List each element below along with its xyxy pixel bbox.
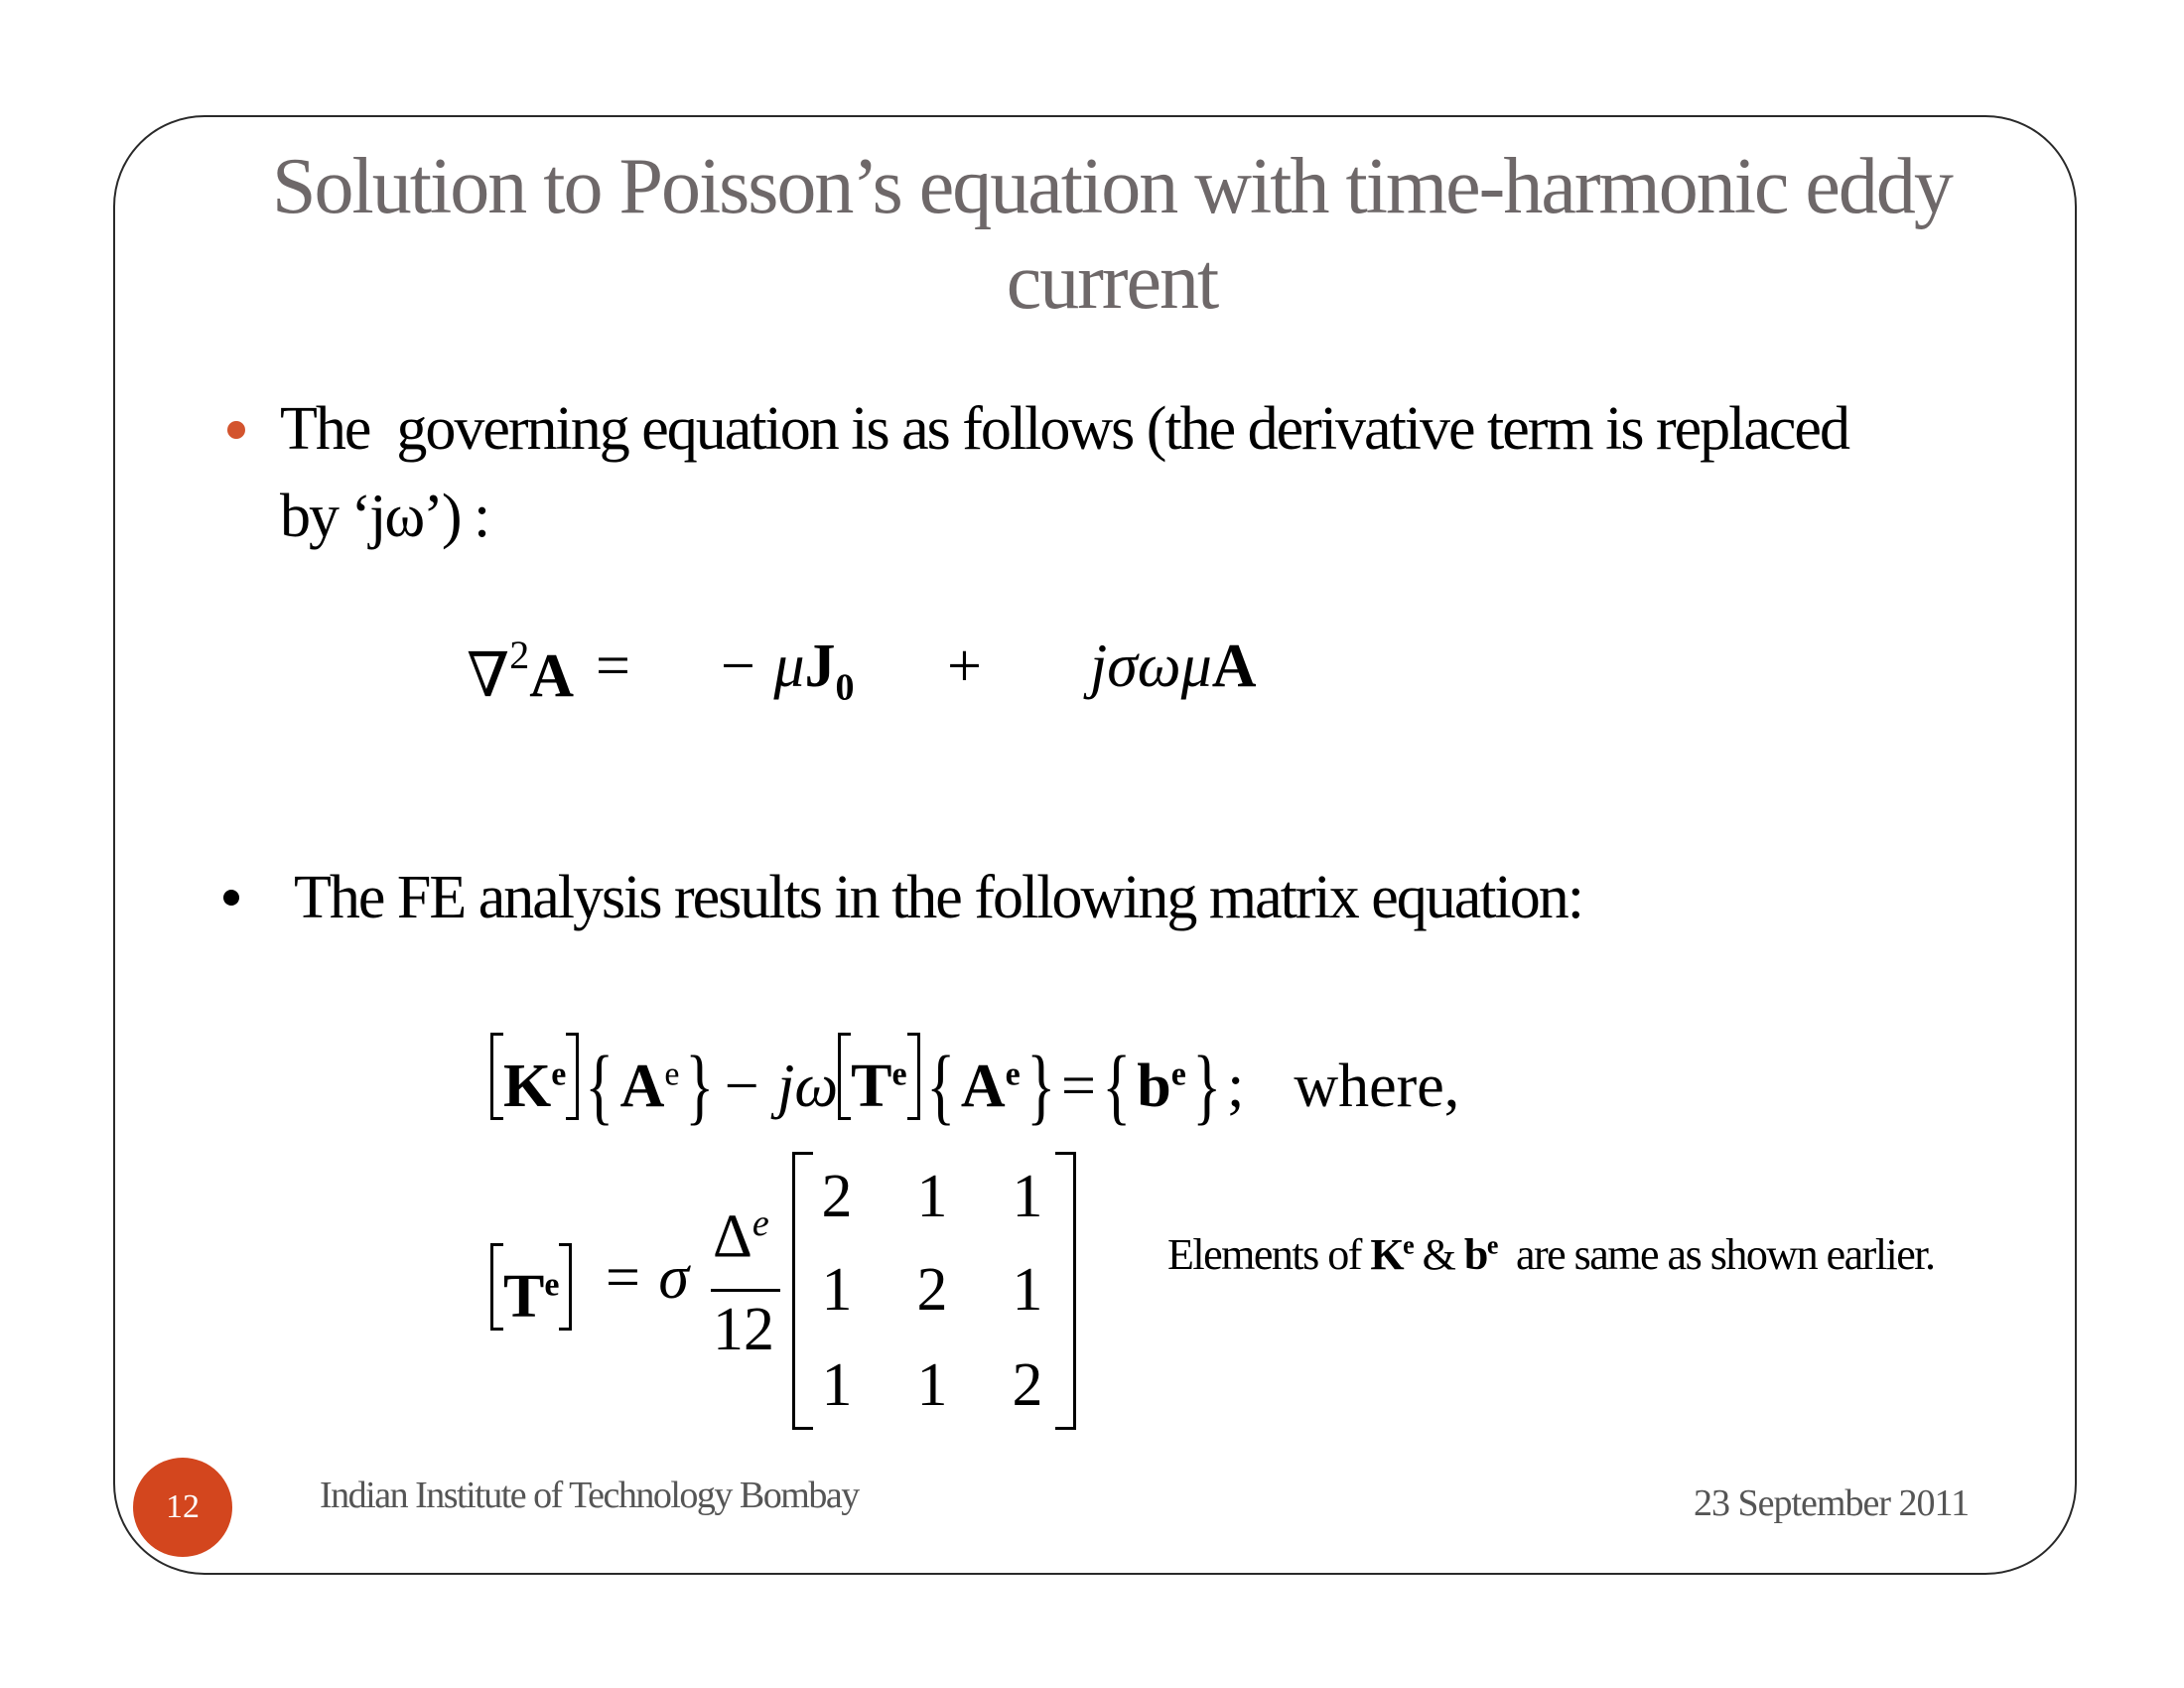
- matrix-equation: [490, 1033, 1460, 1133]
- bullet-marker-1: [227, 421, 245, 439]
- where-label: where,: [1294, 1053, 1460, 1120]
- bullet-1-line-1: The governing equation is as follows (the derivative term is replaced: [280, 395, 1848, 463]
- page-number-badge: 12: [133, 1458, 232, 1557]
- matrix-cell: 1: [1012, 1256, 1043, 1324]
- source-term: − $\mu J_0$: [717, 633, 855, 709]
- bullet-1-line-2: by ‘jω’) :: [280, 483, 489, 550]
- Te-lhs: $T^e$: [490, 1243, 572, 1333]
- equals-sign: =: [596, 633, 630, 700]
- bullet-2: The FE analysis results in the following matrix equation:: [294, 864, 1582, 931]
- equals-sigma: = σ: [602, 1244, 689, 1312]
- matrix-cell: 1: [1012, 1163, 1043, 1230]
- elements-note: Elements of $K^e$ & $b^e$ are same as shown earlier.: [1167, 1230, 1935, 1279]
- A-symbol: A: [960, 1053, 1006, 1120]
- T-symbol: T: [851, 1053, 892, 1120]
- footer-date: 23 September 2011: [1694, 1482, 1970, 1524]
- brace-left: {: [585, 1038, 614, 1133]
- matrix-cell: 1: [916, 1351, 948, 1419]
- bullet-marker-2: [223, 890, 239, 906]
- footer-institute: Indian Institute of Technology Bombay: [320, 1475, 859, 1516]
- brace-left: {: [1102, 1038, 1132, 1133]
- brace-right: }: [685, 1038, 715, 1133]
- superscript-e: e: [1005, 1055, 1021, 1093]
- semicolon: ;: [1227, 1053, 1245, 1120]
- matrix-cell: 2: [1012, 1351, 1043, 1419]
- b-symbol: b: [1137, 1053, 1171, 1120]
- fraction-denominator: 12: [713, 1296, 774, 1363]
- brace-right: }: [1192, 1038, 1221, 1133]
- eddy-term: jσωμA: [1090, 633, 1257, 700]
- K-symbol: K: [503, 1053, 552, 1120]
- matrix-cell: 2: [916, 1256, 948, 1324]
- bracket-left: [490, 1033, 503, 1120]
- matrix-cell: 1: [916, 1163, 948, 1230]
- T-matrix: [792, 1152, 1076, 1430]
- brace-left: {: [925, 1038, 955, 1133]
- fraction-bar: [711, 1289, 780, 1292]
- slide-frame: [113, 115, 2077, 1575]
- bracket-left: [838, 1033, 851, 1120]
- superscript-e: e: [1170, 1055, 1186, 1093]
- bullet-1: [280, 385, 2067, 560]
- plus-sign: +: [947, 633, 982, 700]
- superscript-e: e: [664, 1055, 680, 1093]
- brace-right: }: [1025, 1038, 1055, 1133]
- nabla-symbol: ∇$^2$A: [467, 633, 575, 710]
- A-symbol: A: [619, 1053, 665, 1120]
- minus-j-omega: − jω: [720, 1053, 839, 1120]
- bracket-right: [566, 1033, 579, 1120]
- slide-title: Solution to Poisson’s equation with time-harmonic eddy current: [272, 143, 1952, 326]
- superscript-e: e: [551, 1055, 567, 1093]
- matrix-cell: 2: [821, 1163, 853, 1230]
- equals-sign: =: [1061, 1053, 1096, 1120]
- bracket-right: [907, 1033, 920, 1120]
- fraction-numerator: $\Delta^e$: [713, 1202, 769, 1271]
- matrix-cell: 1: [821, 1256, 853, 1324]
- matrix-cell: 1: [821, 1351, 853, 1419]
- superscript-e: e: [891, 1055, 907, 1093]
